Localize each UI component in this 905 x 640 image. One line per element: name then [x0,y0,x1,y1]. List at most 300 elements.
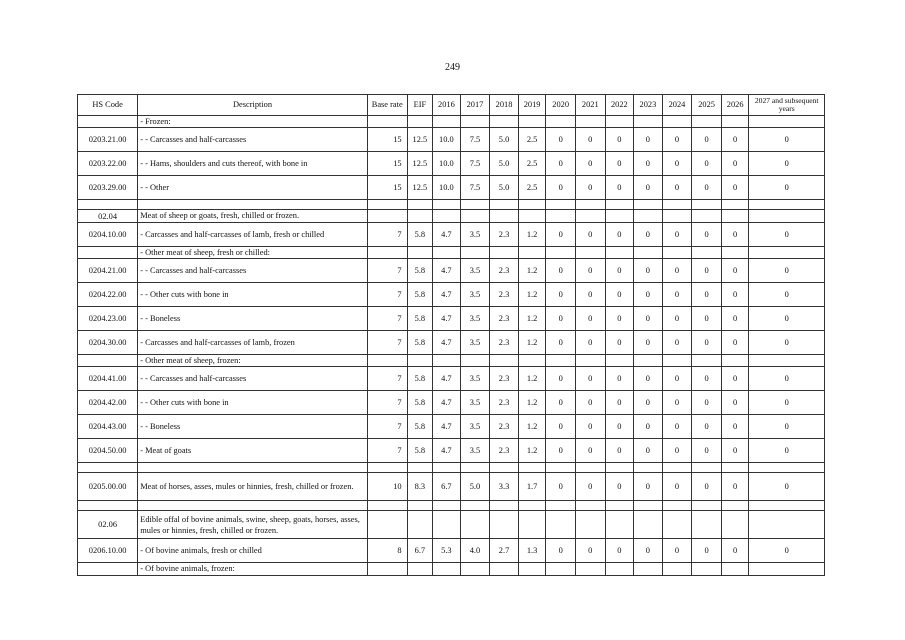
year-rate-cell: 0 [575,391,605,415]
hs-code-cell: 0204.42.00 [78,391,138,415]
base-rate-cell: 15 [367,152,407,176]
empty-cell [518,116,546,128]
header-year: 2019 [518,95,546,116]
empty-cell [575,116,605,128]
description-cell: - - Boneless [138,415,368,439]
description-cell: - Frozen: [138,116,368,128]
empty-cell [692,246,722,258]
year-rate-cell: 0 [575,539,605,563]
eif-rate-cell: 8.3 [407,473,433,501]
year-rate-cell: 4.7 [433,391,461,415]
hs-code-cell: 0204.30.00 [78,331,138,355]
empty-cell [721,210,749,222]
year-rate-cell: 3.5 [460,391,490,415]
empty-cell [546,246,576,258]
description-cell: - - Hams, shoulders and cuts thereof, with bone in [138,152,368,176]
description-cell: - Carcasses and half-carcasses of lamb, frozen [138,331,368,355]
empty-cell [721,511,749,539]
empty-cell [460,563,490,575]
description-cell: Meat of sheep or goats, fresh, chilled or frozen. [138,210,368,222]
empty-cell [433,463,461,473]
subheading-row [78,355,825,367]
year-rate-cell: 0 [692,259,722,283]
empty-cell [575,563,605,575]
tariff-line-row [78,331,825,355]
hs-code-cell: 0204.23.00 [78,307,138,331]
eif-rate-cell: 5.8 [407,415,433,439]
year-rate-cell: 0 [634,259,663,283]
year-rate-cell: 4.7 [433,415,461,439]
header-year: 2024 [662,95,692,116]
year-rate-cell: 0 [575,473,605,501]
empty-cell [749,246,825,258]
year-rate-cell: 0 [575,367,605,391]
year-rate-cell: 2.3 [490,331,519,355]
empty-cell [605,563,634,575]
year-rate-cell: 4.0 [460,539,490,563]
year-rate-cell: 1.2 [518,307,546,331]
year-rate-cell: 0 [546,331,576,355]
empty-cell [692,463,722,473]
empty-cell [634,501,663,511]
year-rate-cell: 0 [721,176,749,200]
empty-cell [662,563,692,575]
header-base-rate: Base rate [367,95,407,116]
year-rate-cell: 0 [721,415,749,439]
year-rate-cell: 0 [634,128,663,152]
year-rate-cell: 0 [692,539,722,563]
empty-cell [433,563,461,575]
description-cell: - - Carcasses and half-carcasses [138,128,368,152]
year-rate-cell: 0 [546,152,576,176]
final-rate-cell: 0 [749,415,825,439]
year-rate-cell: 7.5 [460,152,490,176]
year-rate-cell: 0 [575,222,605,246]
base-rate-cell: 15 [367,128,407,152]
empty-cell [460,511,490,539]
header-year: 2022 [605,95,634,116]
empty-cell [692,210,722,222]
year-rate-cell: 0 [605,152,634,176]
year-rate-cell: 2.3 [490,222,519,246]
empty-cell [407,501,433,511]
year-rate-cell: 0 [605,391,634,415]
year-rate-cell: 0 [634,539,663,563]
empty-cell [605,463,634,473]
header-year: 2023 [634,95,663,116]
subheading-row [78,116,825,128]
year-rate-cell: 7.5 [460,128,490,152]
hs-code-cell: 0204.21.00 [78,259,138,283]
empty-cell [721,563,749,575]
year-rate-cell: 0 [662,128,692,152]
year-rate-cell: 0 [692,331,722,355]
empty-cell [433,511,461,539]
year-rate-cell: 1.2 [518,222,546,246]
year-rate-cell: 0 [634,222,663,246]
empty-cell [749,563,825,575]
empty-cell [546,355,576,367]
year-rate-cell: 0 [662,259,692,283]
year-rate-cell: 4.7 [433,331,461,355]
empty-cell [367,501,407,511]
tariff-line-row [78,176,825,200]
year-rate-cell: 0 [634,367,663,391]
year-rate-cell: 0 [662,222,692,246]
final-rate-cell: 0 [749,439,825,463]
tariff-line-row [78,391,825,415]
year-rate-cell: 0 [721,283,749,307]
eif-rate-cell: 5.8 [407,439,433,463]
header-year: 2021 [575,95,605,116]
year-rate-cell: 5.0 [490,152,519,176]
year-rate-cell: 2.3 [490,259,519,283]
year-rate-cell: 5.0 [490,176,519,200]
year-rate-cell: 5.0 [460,473,490,501]
empty-cell [721,246,749,258]
eif-rate-cell: 5.8 [407,222,433,246]
year-rate-cell: 1.2 [518,331,546,355]
final-rate-cell: 0 [749,473,825,501]
empty-cell [367,246,407,258]
year-rate-cell: 0 [692,473,722,501]
empty-cell [367,116,407,128]
empty-cell [367,463,407,473]
empty-cell [407,511,433,539]
empty-cell [634,563,663,575]
hs-code-cell: 02.06 [78,511,138,539]
year-rate-cell: 0 [662,307,692,331]
empty-cell [490,563,519,575]
final-rate-cell: 0 [749,128,825,152]
year-rate-cell: 3.5 [460,439,490,463]
year-rate-cell: 0 [634,473,663,501]
year-rate-cell: 0 [721,128,749,152]
header-year: 2020 [546,95,576,116]
empty-cell [407,116,433,128]
empty-cell [518,200,546,210]
hs-code-cell [78,246,138,258]
year-rate-cell: 0 [662,539,692,563]
empty-cell [138,463,368,473]
empty-cell [407,246,433,258]
empty-cell [367,511,407,539]
hs-code-cell: 0204.41.00 [78,367,138,391]
empty-cell [490,246,519,258]
empty-cell [721,200,749,210]
year-rate-cell: 2.3 [490,391,519,415]
year-rate-cell: 0 [692,415,722,439]
hs-code-cell: 0204.22.00 [78,283,138,307]
year-rate-cell: 0 [692,176,722,200]
description-cell: - Of bovine animals, fresh or chilled [138,539,368,563]
empty-cell [662,210,692,222]
empty-cell [575,511,605,539]
description-cell: - Of bovine animals, frozen: [138,563,368,575]
hs-code-cell [78,116,138,128]
empty-cell [546,200,576,210]
year-rate-cell: 0 [692,367,722,391]
year-rate-cell: 5.3 [433,539,461,563]
year-rate-cell: 4.7 [433,307,461,331]
description-cell: - - Boneless [138,307,368,331]
empty-cell [662,200,692,210]
empty-cell [407,355,433,367]
empty-cell [78,200,138,210]
header-year: 2016 [433,95,461,116]
subheading-row [78,246,825,258]
year-rate-cell: 0 [634,283,663,307]
year-rate-cell: 1.3 [518,539,546,563]
year-rate-cell: 1.2 [518,391,546,415]
empty-cell [662,355,692,367]
year-rate-cell: 2.3 [490,415,519,439]
description-cell: Meat of horses, asses, mules or hinnies, fresh, chilled or frozen. [138,473,368,501]
year-rate-cell: 1.2 [518,259,546,283]
year-rate-cell: 0 [634,331,663,355]
header-description: Description [138,95,368,116]
year-rate-cell: 0 [721,539,749,563]
tariff-line-row [78,539,825,563]
year-rate-cell: 2.5 [518,176,546,200]
empty-cell [546,511,576,539]
hs-code-cell [78,563,138,575]
final-rate-cell: 0 [749,259,825,283]
empty-cell [605,246,634,258]
subheading-row [78,563,825,575]
heading-row [78,511,825,539]
year-rate-cell: 1.2 [518,415,546,439]
year-rate-cell: 2.3 [490,283,519,307]
empty-cell [605,501,634,511]
year-rate-cell: 0 [575,283,605,307]
empty-cell [634,246,663,258]
empty-cell [749,116,825,128]
year-rate-cell: 0 [575,415,605,439]
empty-cell [692,116,722,128]
year-rate-cell: 2.7 [490,539,519,563]
empty-cell [634,210,663,222]
empty-cell [367,210,407,222]
final-rate-cell: 0 [749,307,825,331]
base-rate-cell: 7 [367,331,407,355]
year-rate-cell: 0 [575,128,605,152]
year-rate-cell: 4.7 [433,222,461,246]
year-rate-cell: 0 [546,391,576,415]
year-rate-cell: 0 [605,176,634,200]
year-rate-cell: 0 [721,391,749,415]
eif-rate-cell: 12.5 [407,128,433,152]
header-year: 2026 [721,95,749,116]
year-rate-cell: 0 [662,415,692,439]
year-rate-cell: 0 [546,259,576,283]
base-rate-cell: 7 [367,391,407,415]
year-rate-cell: 0 [634,307,663,331]
year-rate-cell: 0 [692,439,722,463]
hs-code-cell: 0204.43.00 [78,415,138,439]
year-rate-cell: 0 [546,539,576,563]
empty-cell [367,563,407,575]
year-rate-cell: 4.7 [433,367,461,391]
empty-cell [138,200,368,210]
year-rate-cell: 10.0 [433,152,461,176]
year-rate-cell: 5.0 [490,128,519,152]
final-rate-cell: 0 [749,176,825,200]
tariff-line-row [78,128,825,152]
empty-cell [460,355,490,367]
year-rate-cell: 0 [662,473,692,501]
empty-cell [518,210,546,222]
year-rate-cell: 0 [662,283,692,307]
empty-cell [662,116,692,128]
empty-cell [460,246,490,258]
year-rate-cell: 0 [605,259,634,283]
empty-cell [605,116,634,128]
empty-cell [518,501,546,511]
year-rate-cell: 0 [546,439,576,463]
hs-code-cell: 0206.10.00 [78,539,138,563]
empty-cell [662,511,692,539]
empty-cell [407,210,433,222]
year-rate-cell: 0 [634,176,663,200]
year-rate-cell: 0 [662,367,692,391]
empty-cell [546,116,576,128]
description-cell: - Other meat of sheep, frozen: [138,355,368,367]
empty-cell [460,501,490,511]
year-rate-cell: 0 [575,307,605,331]
empty-cell [692,563,722,575]
year-rate-cell: 0 [546,176,576,200]
empty-cell [749,501,825,511]
year-rate-cell: 2.3 [490,367,519,391]
empty-cell [605,511,634,539]
empty-cell [546,210,576,222]
table-body [78,116,825,576]
empty-cell [662,501,692,511]
description-cell: - - Carcasses and half-carcasses [138,367,368,391]
year-rate-cell: 3.5 [460,331,490,355]
subheading-row [78,210,825,222]
header-row [78,95,825,116]
year-rate-cell: 0 [605,539,634,563]
year-rate-cell: 0 [662,331,692,355]
eif-rate-cell: 5.8 [407,259,433,283]
empty-cell [460,210,490,222]
empty-cell [460,200,490,210]
year-rate-cell: 0 [546,128,576,152]
year-rate-cell: 2.3 [490,439,519,463]
empty-cell [490,116,519,128]
year-rate-cell: 3.5 [460,415,490,439]
tariff-line-row [78,283,825,307]
empty-cell [634,355,663,367]
empty-cell [518,563,546,575]
empty-cell [407,563,433,575]
spacer-row [78,501,825,511]
description-cell: - Other meat of sheep, fresh or chilled: [138,246,368,258]
year-rate-cell: 0 [662,439,692,463]
empty-cell [433,355,461,367]
year-rate-cell: 3.5 [460,307,490,331]
header-year: 2018 [490,95,519,116]
year-rate-cell: 3.5 [460,222,490,246]
empty-cell [78,501,138,511]
year-rate-cell: 10.0 [433,176,461,200]
empty-cell [721,501,749,511]
hs-code-cell: 0203.22.00 [78,152,138,176]
empty-cell [490,463,519,473]
base-rate-cell: 10 [367,473,407,501]
header-year: 2017 [460,95,490,116]
empty-cell [575,246,605,258]
year-rate-cell: 0 [546,415,576,439]
empty-cell [605,210,634,222]
description-cell: Edible offal of bovine animals, swine, sheep, goats, horses, asses, mules or hinnies, fresh, chilled or frozen. [138,511,368,539]
year-rate-cell: 3.3 [490,473,519,501]
year-rate-cell: 0 [546,367,576,391]
description-cell: - Meat of goats [138,439,368,463]
eif-rate-cell: 5.8 [407,283,433,307]
tariff-line-row [78,307,825,331]
empty-cell [605,355,634,367]
tariff-line-row [78,152,825,176]
empty-cell [460,116,490,128]
empty-cell [460,463,490,473]
base-rate-cell: 7 [367,307,407,331]
base-rate-cell: 7 [367,367,407,391]
empty-cell [138,501,368,511]
empty-cell [518,511,546,539]
year-rate-cell: 0 [634,415,663,439]
spacer-row [78,200,825,210]
empty-cell [546,563,576,575]
eif-rate-cell: 12.5 [407,152,433,176]
empty-cell [692,511,722,539]
empty-cell [367,355,407,367]
final-rate-cell: 0 [749,152,825,176]
year-rate-cell: 0 [605,415,634,439]
empty-cell [634,116,663,128]
final-rate-cell: 0 [749,367,825,391]
eif-rate-cell: 5.8 [407,331,433,355]
description-cell: - - Other cuts with bone in [138,391,368,415]
hs-code-cell: 0203.21.00 [78,128,138,152]
empty-cell [749,511,825,539]
empty-cell [749,355,825,367]
year-rate-cell: 0 [605,367,634,391]
empty-cell [634,200,663,210]
year-rate-cell: 0 [605,222,634,246]
eif-rate-cell: 12.5 [407,176,433,200]
hs-code-cell: 0204.10.00 [78,222,138,246]
header-final-year: 2027 and subsequent years [749,95,825,116]
year-rate-cell: 0 [575,152,605,176]
year-rate-cell: 1.2 [518,439,546,463]
year-rate-cell: 0 [692,222,722,246]
year-rate-cell: 0 [662,152,692,176]
year-rate-cell: 0 [546,307,576,331]
year-rate-cell: 4.7 [433,259,461,283]
empty-cell [490,511,519,539]
year-rate-cell: 0 [692,307,722,331]
base-rate-cell: 7 [367,439,407,463]
description-cell: - - Other [138,176,368,200]
empty-cell [490,200,519,210]
empty-cell [433,210,461,222]
year-rate-cell: 0 [662,391,692,415]
empty-cell [721,116,749,128]
spacer-row [78,463,825,473]
